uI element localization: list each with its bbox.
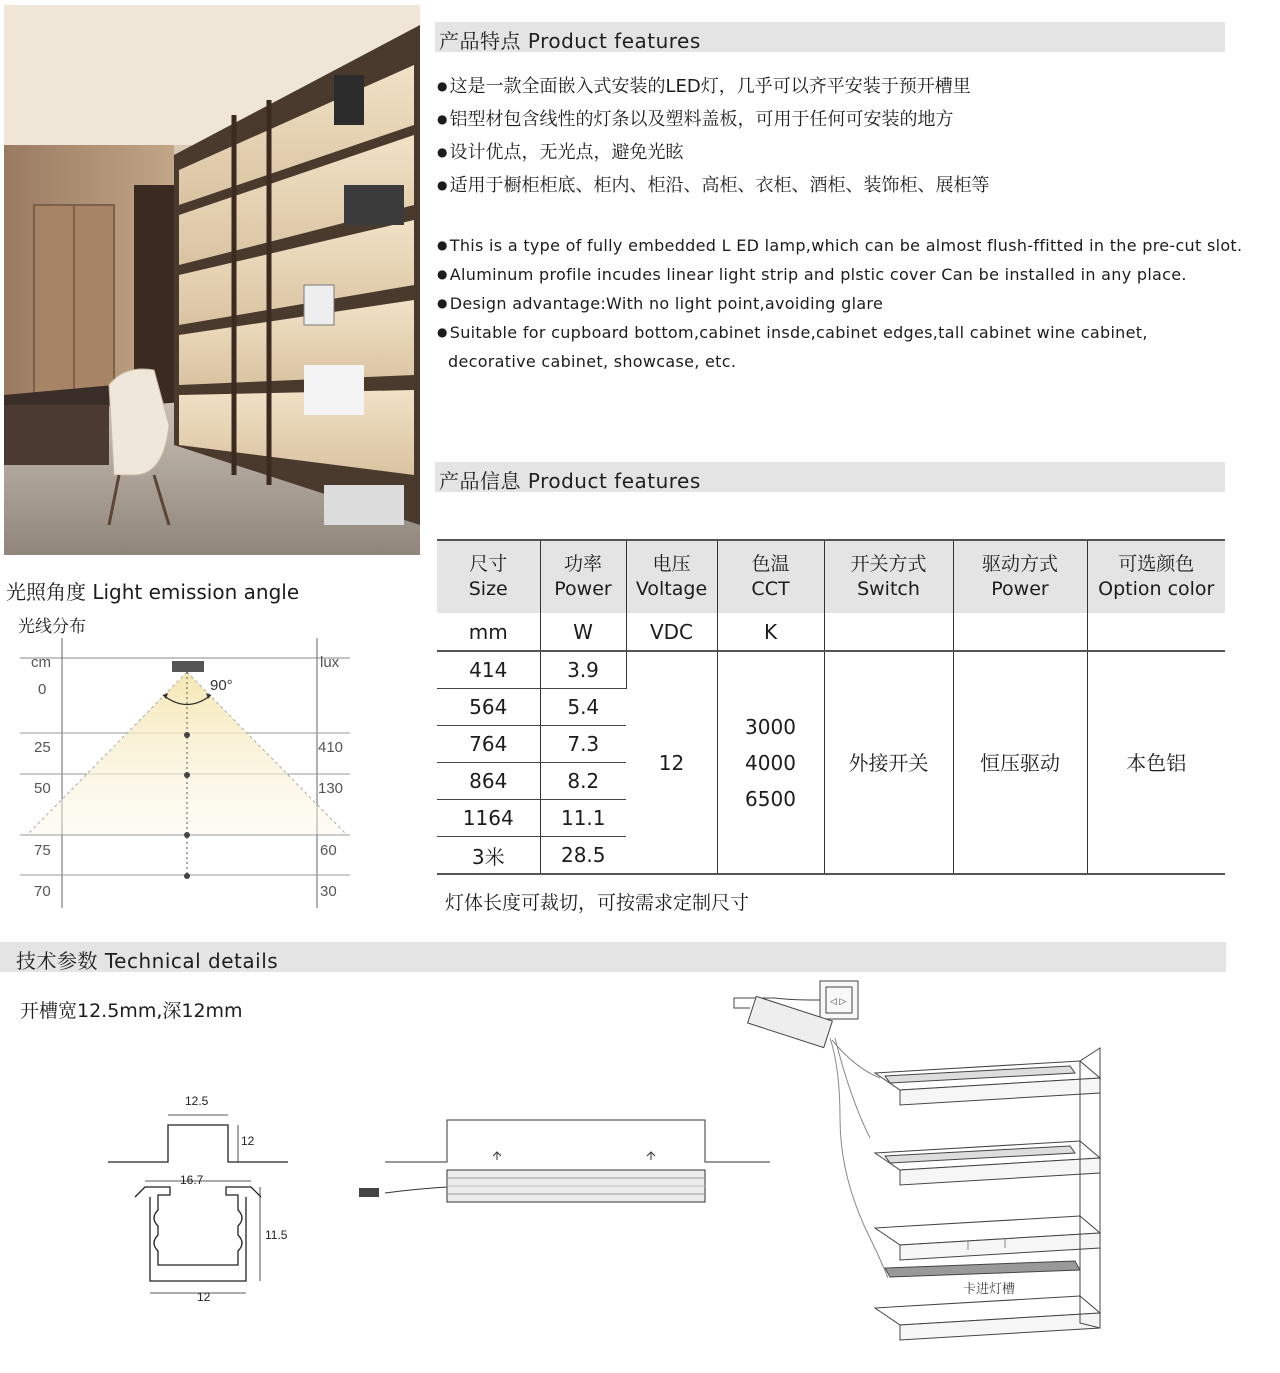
tick-left: 50 — [34, 780, 51, 797]
table-row: 3米 28.5 — [437, 837, 1225, 875]
list-item: ● 这是一款全面嵌入式安装的LED灯，几乎可以齐平安装于预开槽里 — [437, 76, 971, 97]
spec-table — [437, 539, 1225, 875]
connector-plug — [359, 1188, 379, 1197]
table-row: 414 3.9 12 3000 4000 6500 外接开关 恒压驱动 本色铝 — [437, 651, 1225, 689]
tick-right: 130 — [318, 780, 344, 797]
light-distribution-diagram — [20, 638, 360, 913]
list-item: ● 设计优点，无光点，避免光眩 — [437, 142, 684, 163]
table-units-row: mm W VDC K — [437, 613, 1225, 651]
angle-label: 90° — [210, 677, 233, 694]
tick-left: 25 — [34, 739, 51, 756]
tick-left: 70 — [34, 883, 51, 900]
features-bar — [435, 22, 1225, 52]
switch-cell: 外接开关 — [824, 651, 953, 874]
tick-right: 30 — [320, 883, 337, 900]
cct-cell: 3000 4000 6500 — [717, 651, 824, 874]
dim-outer-width: 16.7 — [180, 1173, 204, 1187]
dim-inner-width: 12 — [197, 1290, 211, 1304]
list-item: ● 铝型材包含线性的灯条以及塑料盖板，可用于任何可安装的地方 — [437, 109, 954, 130]
dim-slot-width: 12.5 — [185, 1094, 209, 1108]
tick-left: 0 — [38, 681, 47, 698]
table-row: 1164 11.1 — [437, 800, 1225, 837]
header-power: 功率 Power — [540, 540, 626, 613]
header-driver: 驱动方式 Power — [953, 540, 1087, 613]
features-title: 产品特点 Product features — [439, 29, 701, 53]
room-photo — [4, 5, 420, 555]
profile-section-drawing — [100, 1085, 300, 1310]
info-title: 产品信息 Product features — [439, 469, 701, 493]
tech-title: 技术参数 Technical details — [16, 949, 279, 973]
voltage-cell: 12 — [626, 651, 717, 874]
table-header-row — [437, 540, 1225, 613]
list-item: ● 适用于橱柜柜底、柜内、柜沿、高柜、衣柜、酒柜、装饰柜、展柜等 — [437, 175, 990, 196]
table-row: 564 5.4 — [437, 689, 1225, 726]
list-item: ● Design advantage:With no light point,avoiding glare — [437, 294, 884, 313]
info-bar — [435, 462, 1225, 492]
installed-lamp-drawing — [355, 1115, 775, 1215]
tick-left: 75 — [34, 842, 51, 859]
switch-symbol: ◁ ▷ — [830, 996, 847, 1006]
driver-cell: 恒压驱动 — [953, 651, 1087, 874]
header-color: 可选颜色 Option color — [1087, 540, 1225, 613]
list-item: decorative cabinet, showcase, etc. — [448, 352, 737, 371]
list-item: ● Suitable for cupboard bottom,cabinet insde,cabinet edges,tall cabinet wine cabinet, — [437, 323, 1148, 342]
table-row: 864 8.2 — [437, 763, 1225, 800]
angle-subtitle: 光线分布 — [18, 617, 86, 637]
clip-label: 卡进灯槽 — [963, 1281, 1016, 1296]
features-en-list — [437, 234, 1277, 379]
header-switch: 开关方式 Switch — [824, 540, 953, 613]
list-item: ● This is a type of fully embedded L ED lamp,which can be almost flush-ffitted in the pre-cut slot. — [437, 236, 1243, 255]
dim-height: 11.5 — [265, 1228, 288, 1242]
tick-right: 60 — [320, 842, 337, 859]
header-cct: 色温 CCT — [717, 540, 824, 613]
list-item: ● Aluminum profile incudes linear light strip and plstic cover Can be installed in any place. — [437, 265, 1187, 284]
unit-lux: lux — [320, 654, 340, 671]
slot-spec: 开槽宽12.5mm,深12mm — [20, 1000, 243, 1022]
header-size: 尺寸 Size — [437, 540, 540, 613]
table-note: 灯体长度可裁切，可按需求定制尺寸 — [445, 892, 750, 914]
table-row: 764 7.3 — [437, 726, 1225, 763]
dim-slot-depth: 12 — [241, 1134, 255, 1148]
unit-cm: cm — [31, 654, 51, 671]
color-cell: 本色铝 — [1087, 651, 1225, 874]
tick-right: 410 — [318, 739, 344, 756]
angle-title: 光照角度 Light emission angle — [6, 580, 300, 604]
header-voltage: 电压 Voltage — [626, 540, 717, 613]
cabinet-install-drawing — [730, 978, 1110, 1358]
tech-bar — [0, 942, 1226, 972]
lamp-shape — [172, 661, 204, 672]
features-cn-list — [437, 72, 1237, 204]
